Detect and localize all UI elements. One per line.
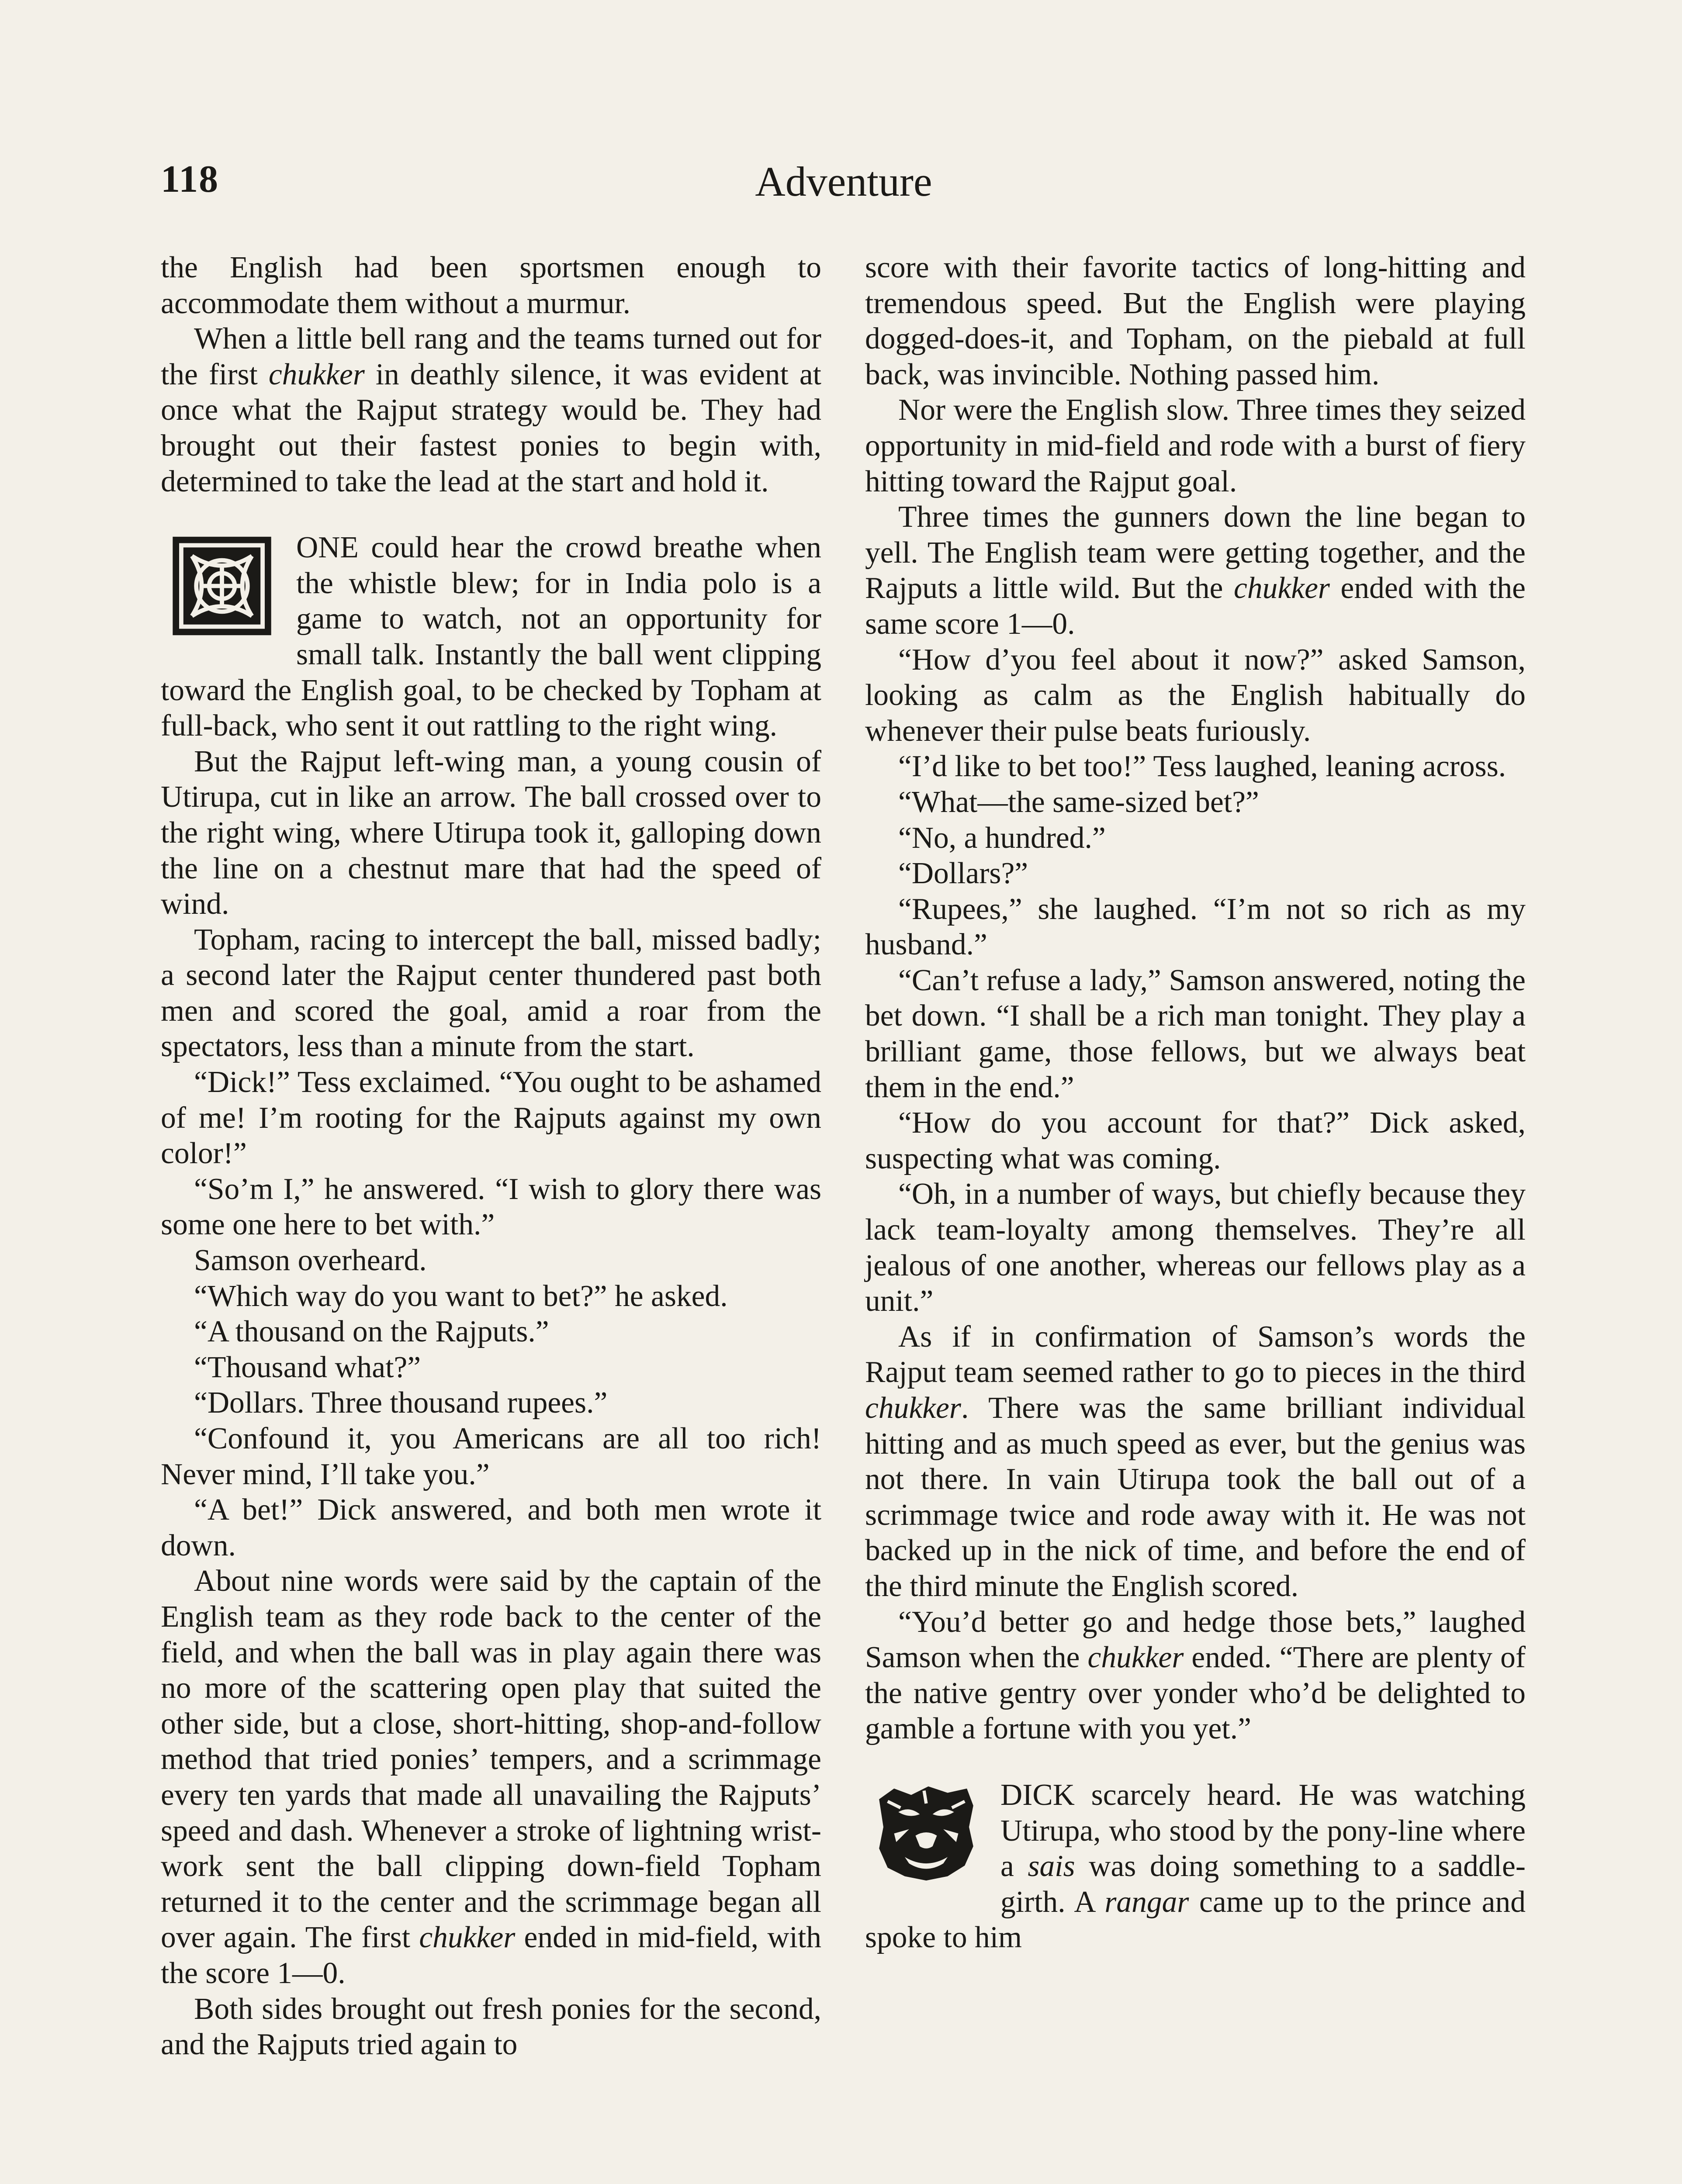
paragraph: “Thousand what?” [194, 1350, 421, 1384]
paragraph: Topham, racing to intercept the ball, missed badly; a second later the Rajput center thundered past both men and scored the goal, amid a roar from the spectators, less than a minute from the start. [161, 923, 821, 1064]
paragraph: “Can’t refuse a lady,” Samson answered, noting the bet down. “I shall be a rich man tonight. They play a brilliant game, those fellows, but we always beat them in the end.” [865, 963, 1526, 1104]
paragraph: “Which way do you want to bet?” he asked. [194, 1279, 728, 1313]
tiger-head-ornament-icon [865, 1780, 987, 1887]
paragraph: Samson overheard. [194, 1244, 427, 1278]
paragraph: “What—the same-sized bet?” [898, 785, 1259, 819]
paragraph: “Rupees,” she laughed. “I’m not so rich as my husband.” [865, 892, 1526, 962]
paragraph: “Dollars?” [898, 857, 1028, 891]
paragraph: But the Rajput left-wing man, a young cousin of Utirupa, cut in like an arrow. The ball crossed over to the right wing, where Utirupa took it, galloping down the line on a chestnut mare that had the speed of wind. [161, 744, 821, 921]
left-column [161, 250, 821, 2063]
section-break [865, 1747, 1526, 1777]
paragraph: “Confound it, you Americans are all too rich! Never mind, I’ll take you.” [161, 1422, 821, 1491]
paragraph: “No, a hundred.” [898, 821, 1106, 855]
paragraph: Nor were the English slow. Three times they seized opportunity in mid-field and rode with a burst of fiery hitting toward the Rajput goal. [865, 393, 1526, 498]
paragraph: “How do you account for that?” Dick asked, suspecting what was coming. [865, 1106, 1526, 1175]
dropcap-paragraph: DICK scarcely heard. He was watching Utirupa, who stood by the pony-line where a sais was doing something to a saddle-girth. A rangar came up to the prince and spoke to him [865, 1778, 1526, 1955]
paragraph: “A thousand on the Rajputs.” [194, 1315, 549, 1349]
right-column [865, 250, 1526, 1956]
paragraph: the English had been sportsmen enough to accommodate them without a murmur. [161, 251, 821, 320]
right-section1 [865, 250, 1526, 1747]
paragraph: When a little bell rang and the teams turned out for the first chukker in deathly silence, it was evident at once what the Rajput strategy would be. They had brought out their fastest ponies to begin with, determined to take the lead at the start and hold it. [161, 322, 821, 498]
page-header [161, 157, 1526, 210]
paragraph: As if in confirmation of Samson’s words the Rajput team seemed rather to go to pieces in the third chukker. There was the same brilliant individual hitting and as much speed as ever, but the genius was not there. In vain Utirupa took the ball out of a scrimmage twice and rode away with it. He was not backed up in the nick of time, and before the end of the third minute the English scored. [865, 1320, 1526, 1603]
paragraph: Three times the gunners down the line began to yell. The English team were getting together, and the Rajputs a little wild. But the chukker ended with the same score 1—0. [865, 500, 1526, 641]
paragraph: “I’d like to bet too!” Tess laughed, leaning across. [898, 750, 1506, 784]
left-section2 [161, 744, 821, 2063]
paragraph: “You’d better go and hedge those bets,” laughed Samson when the chukker ended. “There are plenty of the native gentry over yonder who’d be delighted to gamble a fortune with you yet.” [865, 1605, 1526, 1746]
paragraph: About nine words were said by the captain of the English team as they rode back to the center of the field, and when the ball was in play again there was no more of the scattering open play that suited the other side, but a close, short-hitting, shop-and-follow method that tried ponies’ tempers, and a scrimmage every ten yards that made all unavailing the Rajputs’ speed and dash. Whenever a stroke of lightning wrist-work sent the ball clipping down-field Topham returned it to the center and the scrimmage began all over again. The first chukker ended in mid-field, with the score 1—0. [161, 1564, 821, 1990]
paragraph: “Dick!” Tess exclaimed. “You ought to be ashamed of me! I’m rooting for the Rajputs against my own color!” [161, 1065, 821, 1171]
paragraph: “A bet!” Dick answered, and both men wrote it down. [161, 1493, 821, 1562]
section-break [161, 499, 821, 530]
paragraph: “Dollars. Three thousand rupees.” [194, 1386, 608, 1420]
running-title: Adventure [755, 158, 932, 205]
paragraph: “How d’you feel about it now?” asked Samson, looking as calm as the English habitually do whenever their pulse beats furiously. [865, 643, 1526, 748]
paragraph: score with their favorite tactics of long-hitting and tremendous speed. But the English were playing dogged-does-it, and Topham, on the piebald at full back, was invincible. Nothing passed him. [865, 251, 1526, 391]
page-number: 118 [161, 158, 219, 200]
paragraph: Both sides brought out fresh ponies for the second, and the Rajputs tried again to [161, 1992, 821, 2062]
dropcap-paragraph: ONE could hear the crowd breathe when the whistle blew; for in India polo is a game to watch, not an opportunity for small talk. Instantly the ball went clipping toward the English goal, to be checked by Topham at full-back, who sent it out rattling to the right wing. [161, 531, 821, 743]
paragraph: “So’m I,” he answered. “I wish to glory there was some one here to bet with.” [161, 1172, 821, 1242]
celtic-knot-ornament-icon [161, 532, 283, 639]
paragraph: “Oh, in a number of ways, but chiefly because they lack team-loyalty among themselves. They’re all jealous of one another, whereas our fellows play as a unit.” [865, 1177, 1526, 1318]
